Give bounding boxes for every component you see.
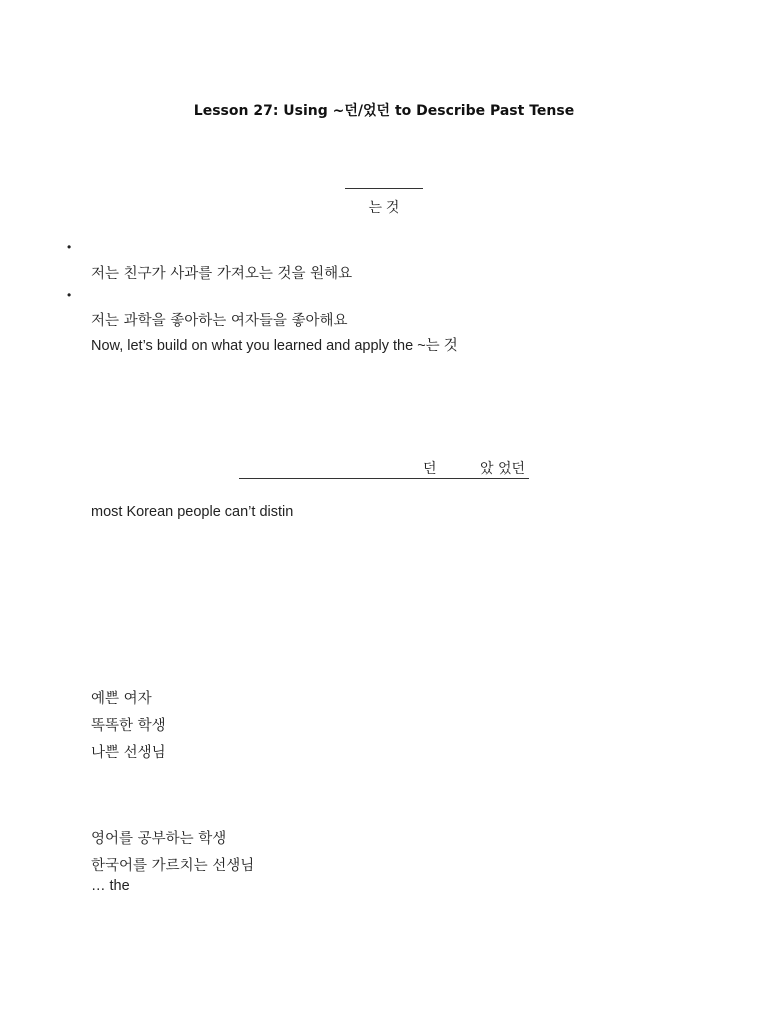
example-sentence: 저는 과학을 좋아하는 여자들을 좋아해요 xyxy=(91,313,348,329)
intro-text: Now, let’s build on what you learned and apply the ~는 것 xyxy=(91,338,458,354)
underlined-word: 았 었던 xyxy=(480,461,526,477)
adjective-example: 똑똑한 학생 xyxy=(91,718,166,734)
bullet-marker: • xyxy=(67,240,72,254)
adjective-example: 나쁜 선생님 xyxy=(91,745,166,761)
trailing-text: … the xyxy=(91,878,130,894)
verb-example: 한국어를 가르치는 선생님 xyxy=(91,858,255,874)
bullet-marker: • xyxy=(67,288,72,302)
example-sentence: 저는 친구가 사과를 가져오는 것을 원해요 xyxy=(91,266,353,282)
body-text: most Korean people can’t distin xyxy=(91,504,294,520)
page-title: Lesson 27: Using ~던/었던 to Describe Past Tense xyxy=(193,103,575,119)
adjective-example: 예쁜 여자 xyxy=(91,691,152,707)
fill-in-blank-line xyxy=(345,188,423,189)
underlined-blank-row xyxy=(239,461,529,479)
underlined-word: 던 xyxy=(423,461,437,477)
center-word: 는 것 xyxy=(368,199,400,215)
verb-example: 영어를 공부하는 학생 xyxy=(91,831,227,847)
